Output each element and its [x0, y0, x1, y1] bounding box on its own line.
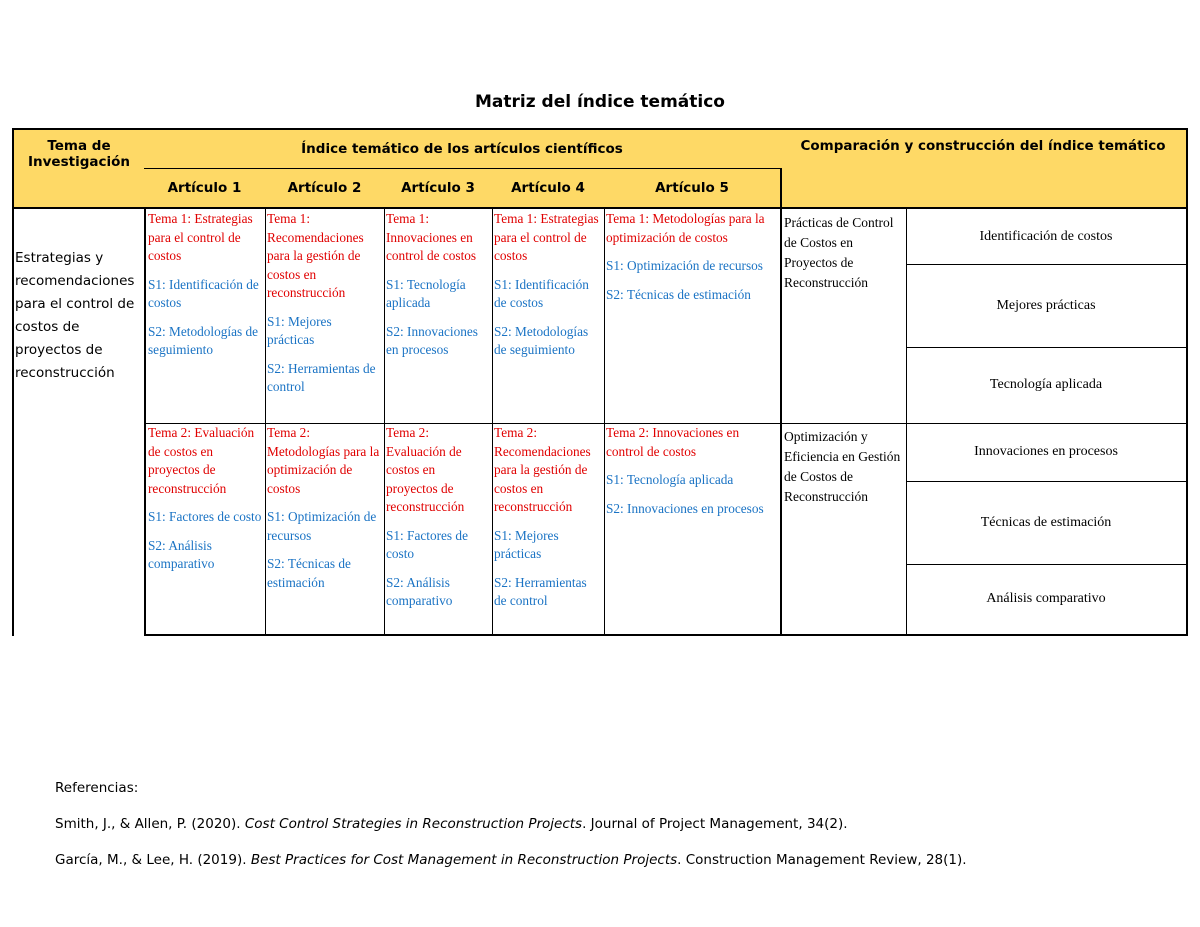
- row1-article5-s2: S2: Técnicas de estimación: [606, 286, 751, 302]
- reference-item: García, M., & Lee, H. (2019). Best Practices for Cost Management in Reconstruction Projects. Construction Management Review, 28(1).: [55, 852, 967, 868]
- header-research-topic: [12, 128, 146, 209]
- result-cell: Innovaciones en procesos: [906, 423, 1188, 482]
- references: [55, 770, 967, 878]
- row1-article5-s1: S1: Optimización de recursos: [606, 258, 763, 273]
- row2-article4-s1: S1: Mejores prácticas: [494, 527, 559, 561]
- header-thematic-index-label: Índice temático de los artículos científicos: [301, 141, 623, 157]
- row1-article2-s1: S1: Mejores prácticas: [267, 313, 332, 347]
- row2-article1-s1: S1: Factores de costo: [148, 509, 262, 524]
- row2-article2-s1: S1: Optimización de recursos: [267, 509, 377, 543]
- row1-article4-s2: S2: Metodologías de seguimiento: [494, 323, 589, 357]
- row2-comparison-theme: Optimización y Eficiencia en Gestión de Costos de Reconstrucción: [780, 423, 907, 636]
- row2-article1-cell: [144, 423, 266, 636]
- header-article-3: Artículo 3: [384, 168, 493, 209]
- row2-article4-s2: S2: Herramientas de control: [494, 574, 587, 608]
- row1-article1-s1: S1: Identificación de costos: [148, 276, 259, 310]
- row1-article1-cell: [144, 209, 266, 424]
- row1-article2-tema: Tema 1: Recomendaciones para la gestión de costos en reconstrucción: [267, 211, 364, 300]
- result-cell: Tecnología aplicada: [906, 347, 1188, 424]
- row2-article4-cell: [492, 423, 605, 636]
- row1-article3-s2: S2: Innovaciones en procesos: [386, 323, 478, 357]
- row2-article4-tema: Tema 2: Recomendaciones para la gestión de costos en reconstrucción: [494, 425, 591, 514]
- header-article-5: Artículo 5: [604, 168, 782, 209]
- row1-article3-s1: S1: Tecnología aplicada: [386, 276, 466, 310]
- row1-article4-s1: S1: Identificación de costos: [494, 276, 589, 310]
- research-topic-cell: [12, 209, 144, 636]
- row1-article4-tema: Tema 1: Estrategias para el control de costos: [494, 211, 599, 263]
- row2-article2-tema: Tema 2: Metodologías para la optimización de costos: [267, 425, 380, 496]
- research-topic-text: Estrategias y recomendaciones para el control de costos de proyectos de reconstrucción: [15, 250, 135, 381]
- reference-item: Smith, J., & Allen, P. (2020). Cost Control Strategies in Reconstruction Projects. Journal of Project Management, 34(2).: [55, 816, 848, 832]
- row1-article2-cell: [265, 209, 385, 424]
- row2-article3-s1: S1: Factores de costo: [386, 527, 468, 561]
- row1-article2-s2: S2: Herramientas de control: [267, 360, 376, 394]
- result-cell: Mejores prácticas: [906, 264, 1188, 348]
- row1-comparison-theme: Prácticas de Control de Costos en Proyectos de Reconstrucción: [780, 209, 907, 424]
- row1-article3-cell: [384, 209, 493, 424]
- header-comparison-label: Comparación y construcción del índice temático: [800, 138, 1166, 154]
- page-title: Matriz del índice temático: [475, 92, 725, 112]
- row2-article5-s2: S2: Innovaciones en procesos: [606, 500, 764, 516]
- row2-article3-s2: S2: Análisis comparativo: [386, 574, 453, 608]
- result-cell: Técnicas de estimación: [906, 481, 1188, 565]
- row2-article5-s1: S1: Tecnología aplicada: [606, 472, 734, 487]
- row2-article2-s2: S2: Técnicas de estimación: [267, 556, 351, 590]
- row2-article5-cell: [604, 423, 782, 636]
- references-heading: Referencias:: [55, 780, 139, 796]
- header-article-2: Artículo 2: [265, 168, 385, 209]
- row2-article1-s2: S2: Análisis comparativo: [148, 537, 215, 571]
- row1-article5-tema: Tema 1: Metodologías para la optimización de costos: [606, 211, 765, 245]
- row1-article4-cell: [492, 209, 605, 424]
- row1-article1-s2: S2: Metodologías de seguimiento: [148, 323, 259, 357]
- header-article-4: Artículo 4: [492, 168, 605, 209]
- result-cell: Análisis comparativo: [906, 564, 1188, 636]
- row1-article1-tema: Tema 1: Estrategias para el control de costos: [148, 211, 253, 263]
- header-article-1: Artículo 1: [144, 168, 266, 209]
- row2-article1-tema: Tema 2: Evaluación de costos en proyectos de reconstrucción: [148, 425, 255, 496]
- row1-article5-cell: [604, 209, 782, 424]
- row2-article5-tema: Tema 2: Innovaciones en control de costos: [606, 425, 740, 459]
- row1-article3-tema: Tema 1: Innovaciones en control de costos: [386, 211, 477, 263]
- header-comparison: [780, 128, 1188, 209]
- header-thematic-index: [144, 128, 782, 169]
- row2-article3-tema: Tema 2: Evaluación de costos en proyectos de reconstrucción: [386, 425, 465, 514]
- row2-article2-cell: [265, 423, 385, 636]
- result-cell: Identificación de costos: [906, 209, 1188, 265]
- row2-article3-cell: [384, 423, 493, 636]
- header-research-topic-label: Tema de Investigación: [28, 138, 130, 170]
